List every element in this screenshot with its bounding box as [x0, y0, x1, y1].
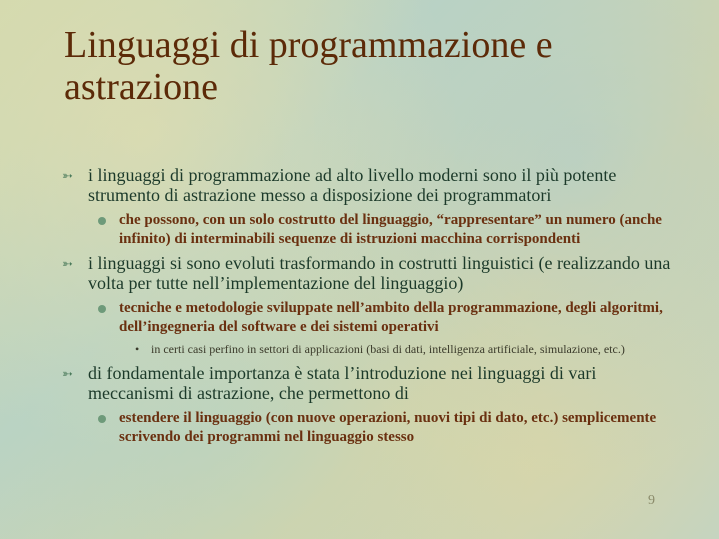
sub-bullet-text: estendere il linguaggio (con nuove operazioni, nuovi tipi di dato, etc.) semplicemente scrivendo dei programmi nel linguaggio stesso [119, 410, 657, 445]
dot-bullet-icon [98, 305, 106, 313]
sub-bullet-item [62, 211, 682, 249]
bullet-marker-icon: ➳ [62, 168, 73, 183]
bullet-list [62, 165, 682, 451]
slide-title: Linguaggi di programmazione e astrazione [64, 24, 553, 108]
sub-bullet-text: che possono, con un solo costrutto del linguaggio, “rappresentare” un numero (anche infinito) di interminabili sequenze di istruzioni macchina corrispondenti [119, 212, 662, 247]
bullet-item [62, 363, 682, 403]
bullet-item [62, 253, 682, 293]
bullet-marker-icon: ➳ [62, 256, 73, 271]
bullet-marker-icon: ➳ [62, 366, 73, 381]
page-number: 9 [648, 493, 655, 508]
small-dot-bullet-icon: • [135, 342, 140, 356]
dot-bullet-icon [98, 415, 106, 423]
bullet-text: i linguaggi di programmazione ad alto livello moderni sono il più potente strumento di astrazione messo a disposizione dei programmatori [88, 165, 617, 205]
sub-sub-bullet-text: in certi casi perfino in settori di applicazioni (basi di dati, intelligenza artificiale, simulazione, etc.) [151, 342, 625, 356]
sub-bullet-text: tecniche e metodologie sviluppate nell’ambito della programmazione, degli algoritmi, dell’ingegneria del software e dei sistemi operativi [119, 300, 663, 335]
dot-bullet-icon [98, 217, 106, 225]
sub-sub-bullet-item [62, 341, 682, 357]
sub-bullet-item [62, 409, 682, 447]
bullet-text: i linguaggi si sono evoluti trasformando in costrutti linguistici (e realizzando una volta per tutte nell’implementazione del linguaggio) [88, 253, 671, 293]
bullet-item [62, 165, 682, 205]
sub-bullet-item [62, 299, 682, 337]
bullet-text: di fondamentale importanza è stata l’introduzione nei linguaggi di vari meccanismi di astrazione, che permettono di [88, 363, 597, 403]
